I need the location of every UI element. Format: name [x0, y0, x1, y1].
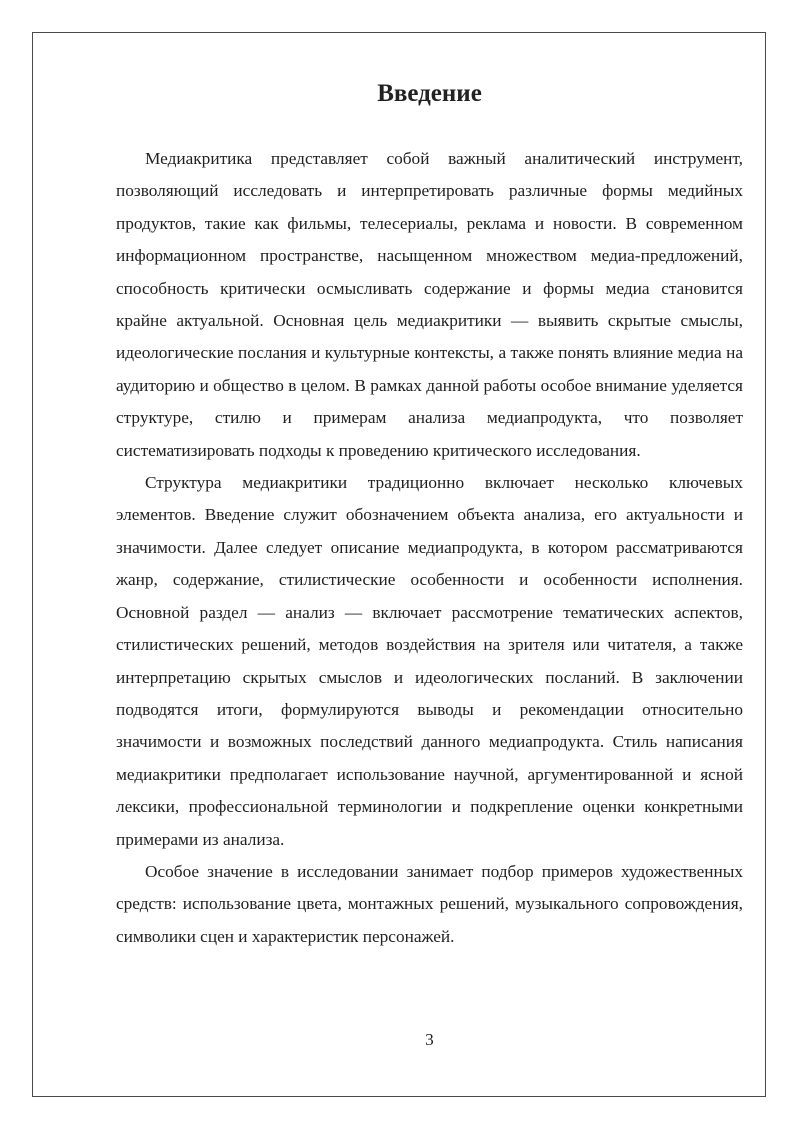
paragraph-3: Особое значение в исследовании занимает подбор примеров художественных средств: использование цвета, монтажных решений, музыкального сопровождения, символики сцен и характеристик персонажей. [116, 861, 743, 946]
page-number: 3 [425, 1030, 434, 1049]
paragraph-2: Структура медиакритики традиционно включает несколько ключевых элементов. Введение служит обозначением объекта анализа, его актуальности и значимости. Далее следует описание медиапродукта, в котором рассматриваются жанр, содержание, стилистические особенности и особенности исполнения. Основной раздел — анализ — включает рассмотрение тематических аспектов, стилистических решений, методов воздействия на зрителя или читателя, а также интерпретацию скрытых смыслов и идеологических посланий. В заключении подводятся итоги, формулируются выводы и рекомендации относительно значимости и возможных последствий данного медиапродукта. Стиль написания медиакритики предполагает использование научной, аргументированной и ясной лексики, профессиональной терминологии и подкрепление оценки конкретными примерами из анализа. [116, 473, 743, 849]
body-text [116, 143, 743, 953]
page-title: Введение [377, 80, 482, 107]
paragraph-1: Медиакритика представляет собой важный аналитический инструмент, позволяющий исследовать и интерпретировать различные формы медийных продуктов, такие как фильмы, телесериалы, реклама и новости. В современном информационном пространстве, насыщенном множеством медиа-предложений, способность критически осмысливать содержание и формы медиа становится крайне актуальной. Основная цель медиакритики — выявить скрытые смыслы, идеологические послания и культурные контексты, а также понять влияние медиа на аудиторию и общество в целом. В рамках данной работы особое внимание уделяется структуре, стилю и примерам анализа медиапродукта, что позволяет систематизировать подходы к проведению критического исследования. [116, 149, 743, 460]
document-page [32, 32, 766, 1097]
